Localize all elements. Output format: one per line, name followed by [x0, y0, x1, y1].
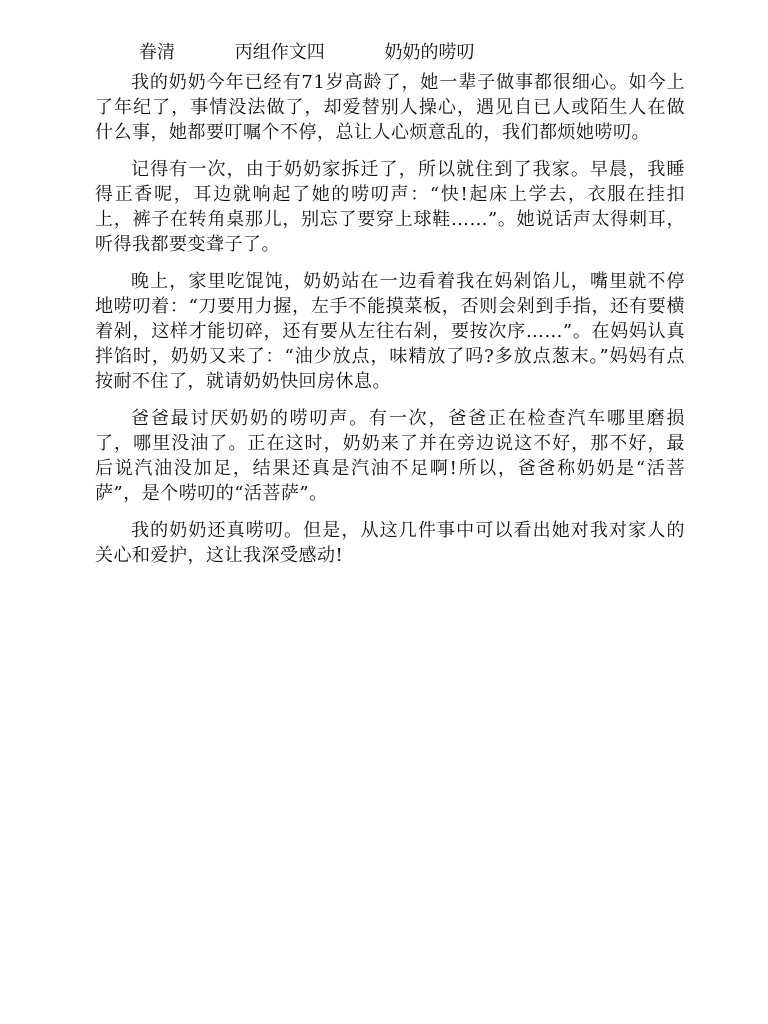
essay-page [95, 38, 685, 580]
paragraph-1: 我的奶奶今年已经有71岁高龄了，她一辈子做事都很细心。如今上了年纪了，事情没法做了，却爱替别人操心，遇见自已人或陌生人在做什么事，她都要叮嘱个不停，总让人心烦意乱的，我们都烦她唠叨。 [95, 72, 685, 143]
paragraph-4: 爸爸最讨厌奶奶的唠叨声。有一次，爸爸正在检查汽车哪里磨损了，哪里没油了。正在这时，奶奶来了并在旁边说这不好，那不好，最后说汽油没加足，结果还真是汽油不足啊!所以，爸爸称奶奶是“活菩萨”，是个唠叨的“活菩萨”。 [95, 408, 685, 504]
essay-header [139, 38, 685, 68]
paragraph-3: 晚上，家里吃馄饨，奶奶站在一边看着我在妈剁馅儿，嘴里就不停地唠叨着：“刀要用力握，左手不能摸菜板，否则会剁到手指，还有要横着剁，这样才能切碎，还有要从左往右剁，要按次序……”。在妈妈认真拌馅时，奶奶又来了：“油少放点，味精放了吗?多放点葱末。”妈妈有点按耐不住了，就请奶奶快回房休息。 [95, 271, 685, 392]
group-label: 丙组作文四 [234, 42, 325, 63]
essay-title: 奶奶的唠叨 [384, 42, 475, 63]
paragraph-5: 我的奶奶还真唠叨。但是，从这几件事中可以看出她对我对家人的关心和爱护，这让我深受感动! [95, 520, 685, 566]
author-name: 眷清 [139, 42, 175, 63]
paragraph-2: 记得有一次，由于奶奶家拆迁了，所以就住到了我家。早晨，我睡得正香呢，耳边就响起了她的唠叨声：“快!起床上学去，衣服在挂扣上，裤子在转角桌那儿，别忘了要穿上球鞋……”。她说话声太得刺耳，听得我都要变聋子了。 [95, 159, 685, 255]
